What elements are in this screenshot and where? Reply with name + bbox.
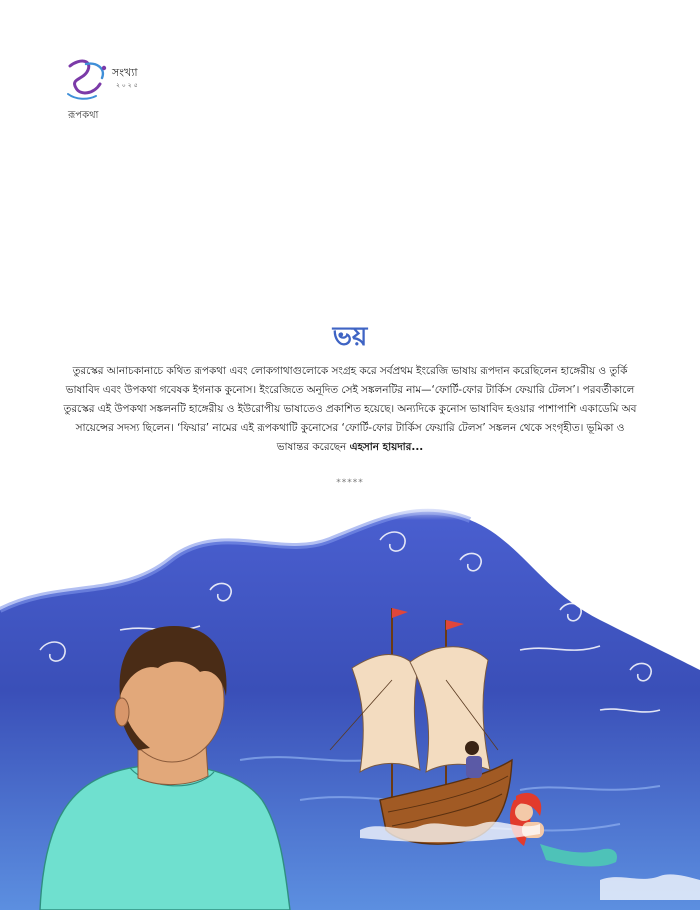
separator: *****: [336, 478, 364, 488]
logo-mark-icon: [62, 56, 112, 102]
intro-text: তুরস্কের আনাচকানাচে কথিত রূপকথা এবং লোকগাথাগুলোকে সংগ্রহ করে সর্বপ্রথম ইংরেজি ভাষায় রূপদান করেছিলেন হাঙ্গেরীয় ও তুর্কি ভাষাবিদ এবং উপকথা গবেষক ইগনাক কুনোস। ইংরেজিতে অনূদিত সেই সঙ্কলনটির নাম—‘ফোর্টি-ফোর টার্কিস ফেয়ারি টেলস’। পরবর্তীকালে তুরস্কের এই উপকথা সঙ্কলনটি হাঙ্গেরীয় ও ইউরোপীয় ভাষাতেও প্রকাশিত হয়েছে। অন্যদিকে কুনোস ভাষাবিদ হওয়ার পাশাপাশি একাডেমি অব সায়েন্সের সদস্য ছিলেন। ‘ফিয়ার’ নামের এই রূপকথাটি কুনোসের ‘ফোর্টি-ফোর টার্কিস ফেয়ারি টেলস’ সঙ্কলন থেকে সংগৃহীত। ভূমিকা ও ভাষান্তর করেছেন: [63, 365, 637, 453]
sailor: [466, 756, 482, 778]
logo-word: সংখ্যা: [112, 66, 138, 79]
intro-paragraph: [58, 362, 642, 457]
story-title: ভয়: [332, 322, 368, 352]
logo: [62, 56, 162, 104]
section-label: রূপকথা: [68, 110, 99, 121]
story-illustration: [0, 500, 700, 910]
translator-credit: এহসান হায়দার...: [349, 441, 424, 453]
logo-year: ২০২৫: [116, 82, 140, 89]
